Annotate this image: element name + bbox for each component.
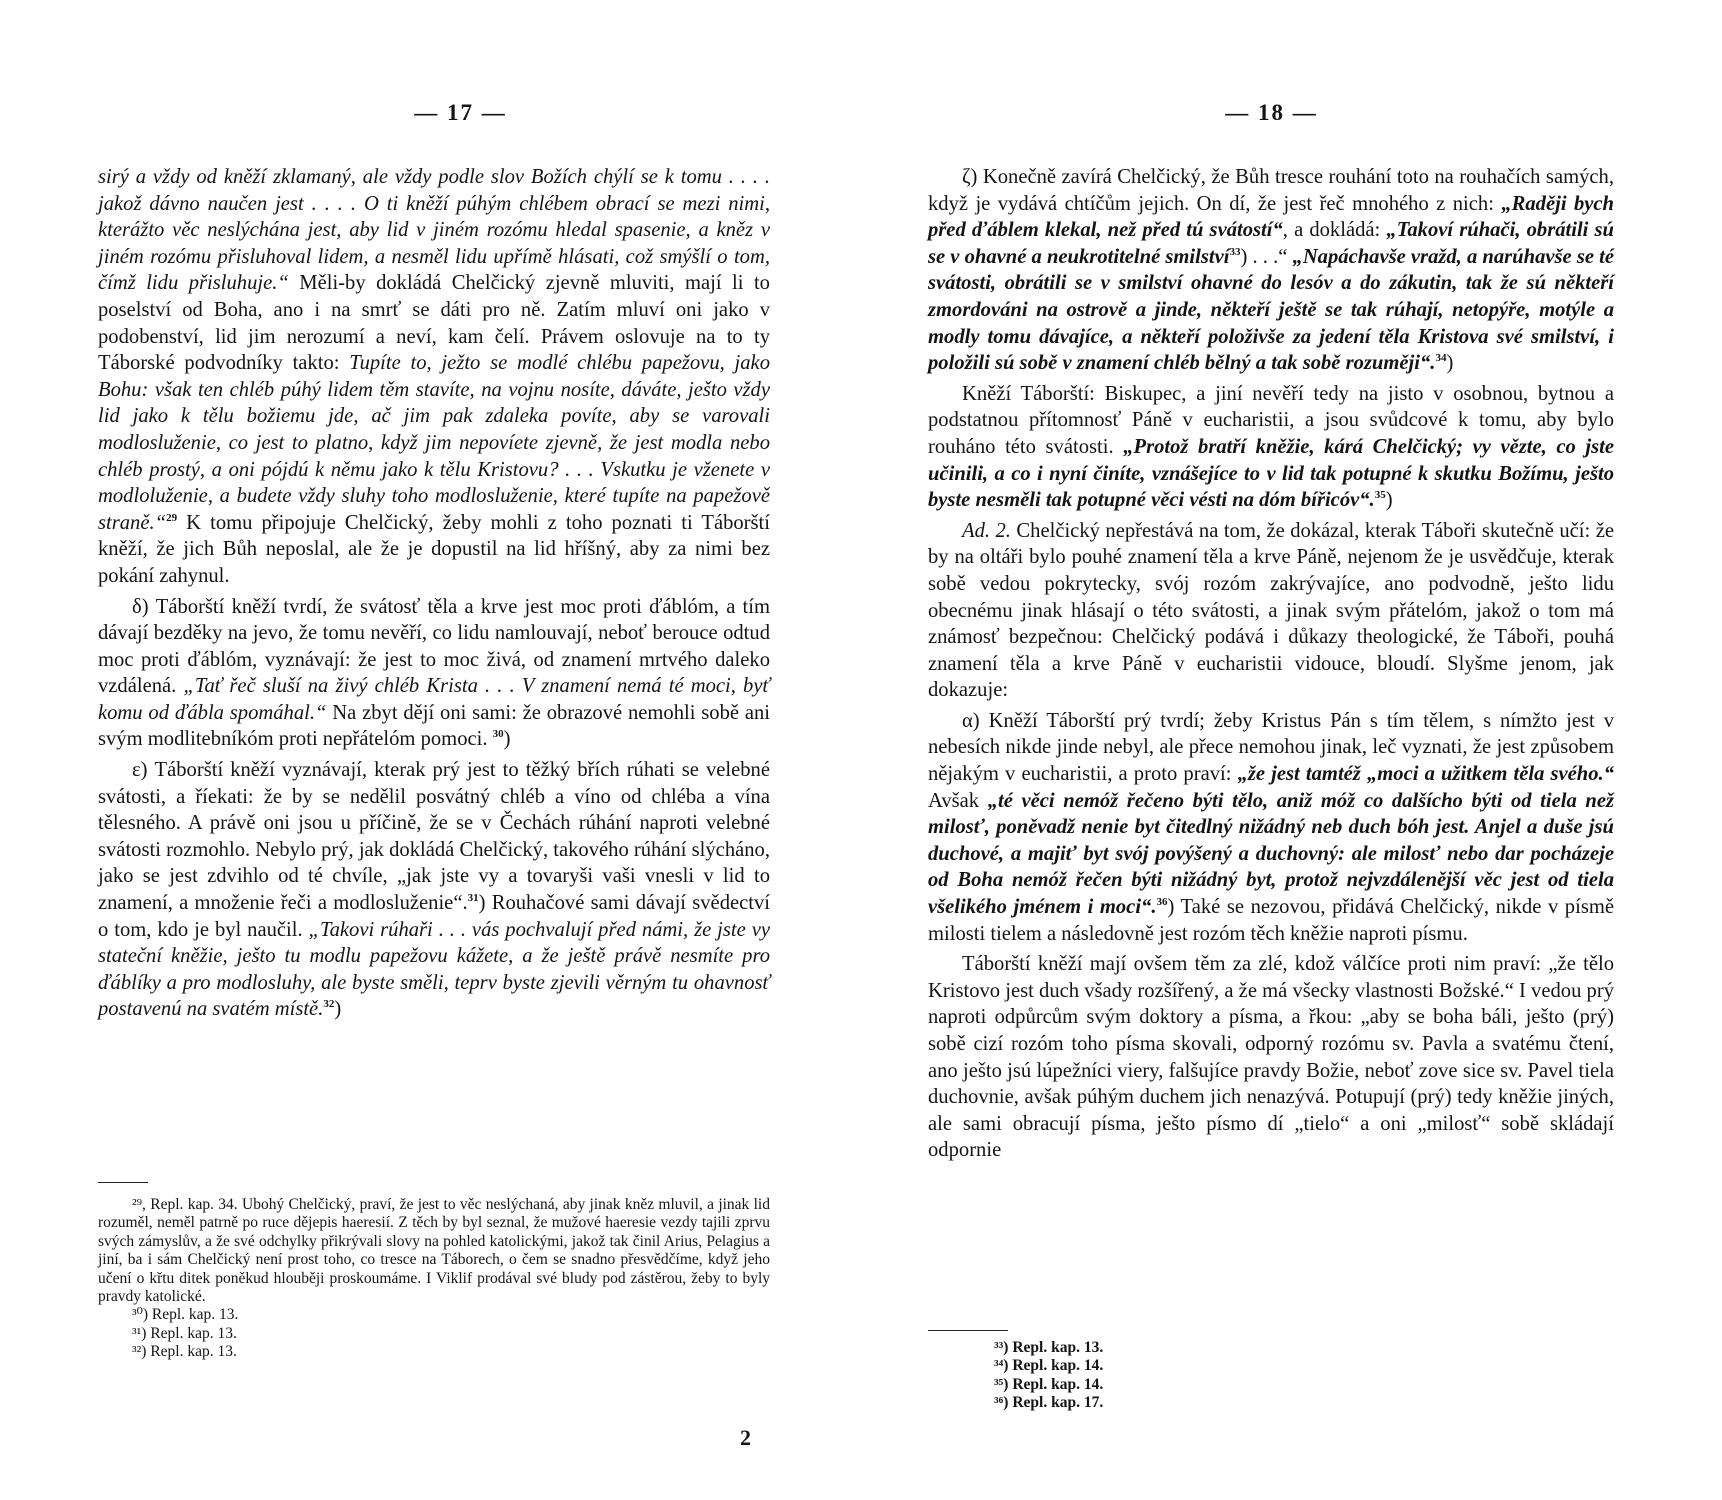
text-run: Na zbyt dějí oni sami: že obrazové nemohli sobě ani svým modlitebníkóm proti nepřátelóm pomoci. [98,701,770,751]
text-run: „Napáchavše vražd, a narúhavše se té svátosti, obrátili se v smilství ohavné do lesóv a do zákutin, tak že sú někteří zmordováni na ostrově a jinde, někteří ještě se tak rúhají, netopýře, motýle a modly tomu dávajíce, a někteří položivše za jedení těla Kristova své smilství, i položili sú sobě v znamení chléb bělný a tak sobě rozuměji“. [928,245,1614,375]
paragraph [928,518,1614,704]
text-run: Táborští kněží mají ovšem těm za zlé, kdož válčíce proti nim praví: „že tělo Kristovo jest duch všady rozšířený, a že má všecky vlastnosti Božské.“ I vedou prý naproti odpůrcům svým doktory a písma, a řkou: „aby se boha báli, ješto (prý) sobě cizí rozóm toho písma skovali, odporný rozómu sv. Pavla a svatému čtení, ano ješto jsú lúpežníci viery, falšujíce pravdy Božie, neboť zove sice sv. Pavel tiela duchovnie, avšak púhým duchem jich nenazývá. Potupují (prý) tedy kněžie jiných, ale sami obracují písma, ješto písmo dí „tielo“ a oni „milosť“ sobě skládají odpornie [928,953,1614,1162]
text-run: δ) Táborští kněží tvrdí, že svátosť těla a krve jest moc proti ďáblóm, a tím dávají bezděky na jevo, že tomu nevěří, co lidu namlouvají, neboť berouce odtud moc proti ďáblóm, vyznávají: že jest to moc živá, od znamení mrtvého daleko vzdálená. [98,595,770,698]
text-run: K tomu připojuje Chelčický, žeby mohli z toho poznati ti Táborští kněží, že jich Bůh neposlal, ale že je dopustil na lid hříšný, aby za nimi bez pokání zahynul. [98,511,770,587]
text-run: „Tať řeč sluší na živý chléb Krista . . . V znamení nemá té moci, byť komu od ďábla spomáhal.“ [98,675,770,724]
paragraph [98,594,770,754]
footnote-ref: 31 [467,892,479,905]
text-run: „že jest tamtéž „moci a užitkem těla svého.“ [1237,763,1615,786]
text-run: ) [1385,489,1393,512]
text-run: „Takoví rúhači, obrátili sú se v ohavné a neukrotitelné smilství [928,219,1614,268]
right-page-body [928,164,1614,1164]
text-run: Kněží Táborští: Biskupec, a jiní nevěří tedy na jisto v osobnou, bytnou a podstatnou přítomnosť Páně v eucharistii, a jsou svůdcové k tomu, aby bylo rouháno této svátosti. [928,382,1614,458]
text-run: Ad. 2. [962,519,1011,542]
paragraph [98,757,770,1023]
text-run: „té věci nemóž řečeno býti tělo, aniž móž co dalšícho býti od tiela než milosť, poněvadž nenie byt čitedlný nižádný neb duch bóh jest. Anjel a duše jsú duchové, a majiť byt svój povýšený a duchovný: ale milosť nebo dar pocházeje od Boha nemóž řečen býti nižádný byt, protož nejvzdálenější věc jest od tiela všelikého jménem i moci“. [928,789,1614,919]
text-run: Avšak [928,789,988,812]
paragraph [98,164,770,590]
text-run: Chelčický nepřestává na tom, že dokázal, kterak Táboři skutečně učí: že by na oltáři bylo pouhé znamení těla a krve Páně, nejenom že je usvědčuje, kterak sobě vedou pokrytecky, svój rozóm zakrývajíce, ano podvodně, ješto lidu obecnému jinak hlásají o této svátosti, a jinak svým přátelóm, jakož o tom má známosť bezpečnou: Chelčický podává i důkazy theologické, že Táboři, pouhá znamení těla a krve Páně v eucharistii vidouce, bloudí. Slyšme jenom, jak dokazuje: [928,519,1614,702]
text-run: ) Také se nezovou, přidává Chelčický, nikde v písmě milosti tielem a následovně jest rozóm těch kněžie naproti písmu. [928,896,1615,945]
paragraph [928,164,1614,377]
text-run: ε) Táborští kněží vyznávají, kterak prý jest to těžký břích rúhati se velebné svátosti, a říekati: že by se nedělil posvátný chléb a víno od chléba a vína tělesného. A právě oni jsou u příčině, že se v Čechách rúhání naproti velebné svátosti rozmohlo. Nebylo prý, jak dokládá Chelčický, takového rúhání slýcháno, jako se jest zdvihlo od té chvíle, „jak jste vy a tovaryši vaši vnesli v lid to znamení, a množenie řeči a modlosluženie“. [98,759,771,915]
page-header-left: — 17 — [414,100,507,125]
text-run: sirý a vždy od kněží zklamaný, ale vždy podle slov Božích chýlí se k tomu . . . . jakož dávno naučen jest . . . . O ti kněží púhým chlébem obrací se mezi nimi, kterážto věc neslýchána jest, aby lid v jiném rozómu hledal spasenie, a kněz v jiném rozómu přisluhoval lidem, a nesměl lidu upřímě hlásati, což smýšlí o tom, čímž lidu přisluhuje.“ [98,166,770,295]
text-run: α) Kněží Táborští prý tvrdí; žeby Kristus Pán s tím tělem, s nímžto jest v nebesích nikde jinde nebyl, ale přece nemohou jinak, leč vyznati, že jest způsobem nějakým v eucharistii, a proto praví: [928,709,1614,786]
footnote: ³³) Repl. kap. 13. [994,1339,1104,1356]
left-page-body [98,164,770,1023]
text-run: ) . . .“ [1240,245,1293,268]
footnote: ³⁵) Repl. kap. 14. [994,1375,1104,1393]
paragraph [928,951,1614,1164]
text-run: Měli-by dokládá Chelčický zjevně mluviti, mají li to poselství od Boha, ano i na smrť se dáti pro ně. Zatím mluví oni jako v podobenství, lid jim nerozumí a neví, kam čelí. Právem oslovuje na to ty Táborské podvodníky takto: [98,272,770,375]
footnote-ref: 30 [492,728,504,741]
footnote: ³²) Repl. kap. 13. [132,1343,237,1361]
text-run: ζ) Konečně zavírá Chelčický, že Bůh tresce rouhání toto na rouhačích samých, když je vydává chtíčům jejich. On dí, že jest řeč mnohého z nich: [928,166,1614,215]
text-run: ) [503,728,511,751]
right-page [861,0,1722,1500]
text-run: Tupíte to, ježto se modlé chlébu papežovu, jako Bohu: však ten chléb púhý lidem těm stavíte, na vojnu nosíte, dáváte, ješto vždy lid jako k tělu božiemu jde, ač jim pak zdaleka povíte, aby se varovali modlosluženie, co jest to platno, když jim nepovíete zjevně, že jest modla nebo chléb prostý, a oni pójdú k němu jako k tělu Kristovu? . . . Vskutku je vženete v modloluženie, a budete vždy sluhy toho modlosluženie, které tupíte na papežově straně.“ [98,352,770,534]
footnote-ref: 34 [1435,352,1447,365]
signature-number: 2 [740,1425,751,1450]
text-run: „Protož bratří kněžie, kárá Chelčický; vy vězte, co jste učinili, a co i nyní činíte, vznášejíce to v lid tak potupné k skutku Božímu, ješto byste nesměli tak potupné věci vésti na dóm bířicóv“. [928,435,1615,512]
footnote: ³⁴) Repl. kap. 14. [994,1357,1104,1375]
footnote: ³⁰) Repl. kap. 13. [132,1306,239,1324]
footnote-ref: 32 [323,998,335,1011]
text-run: ) [1446,352,1454,375]
footnote-rule-right [928,1330,1008,1331]
footnote-ref: 33 [1229,245,1241,258]
footnote-ref: 36 [1156,896,1168,909]
text-run: ) Rouhačové sami dávají svědectví o tom, kdo je byl naučil. [98,892,771,941]
right-footnotes [928,1339,1228,1413]
left-footnotes [98,1196,770,1362]
footnote-rule-left [98,1182,148,1183]
footnote-ref: 29 [166,511,178,524]
page-header-right: — 18 — [1225,100,1318,125]
paragraph [928,381,1614,514]
text-run: , a dokládá: [1282,219,1387,242]
footnote-ref: 35 [1374,489,1386,502]
footnote: ³¹) Repl. kap. 13. [132,1324,237,1342]
text-run: „Raději bych před ďáblem klekal, než před tú svátostí“ [928,192,1615,242]
footnote: ³⁶) Repl. kap. 17. [994,1394,1104,1412]
footnote: ²⁹, Repl. kap. 34. Ubohý Chelčický, praví, že jest to věc neslýchaná, aby jinak kněz mluvil, a jinak lid rozuměl, neměl patrně po ruce dějepis haeresií. Z těch by byl seznal, že mužové haeresie vezdy tajili zprvu svých zámyslův, a že své odchylky přikrývali slovy na pohled katolickými, jakož tak činil Arius, Pelagius a jiní, ba i sám Chelčický není prost toho, co tresce na Táborech, o čem se snadno přesvědčíme, když jeho učení o křtu ditek poněkud hlouběji proskoumáme. I Viklif prodával své bludy pod zástěrou, žeby to byly pravdy katolické. [98,1196,770,1306]
text-run: ) [334,998,342,1021]
text-run: „Takovi rúhaři . . . vás pochvalují před námi, že jste vy stateční kněžie, ješto tu modlu papežovu kážete, a že ještě právě nesmíte pro ďáblíky a pro modlosluhy, ale byste směli, teprv byste zjevili věrným tu ohavnosť postavenú na svatém místě. [98,918,770,1021]
paragraph [928,708,1614,947]
